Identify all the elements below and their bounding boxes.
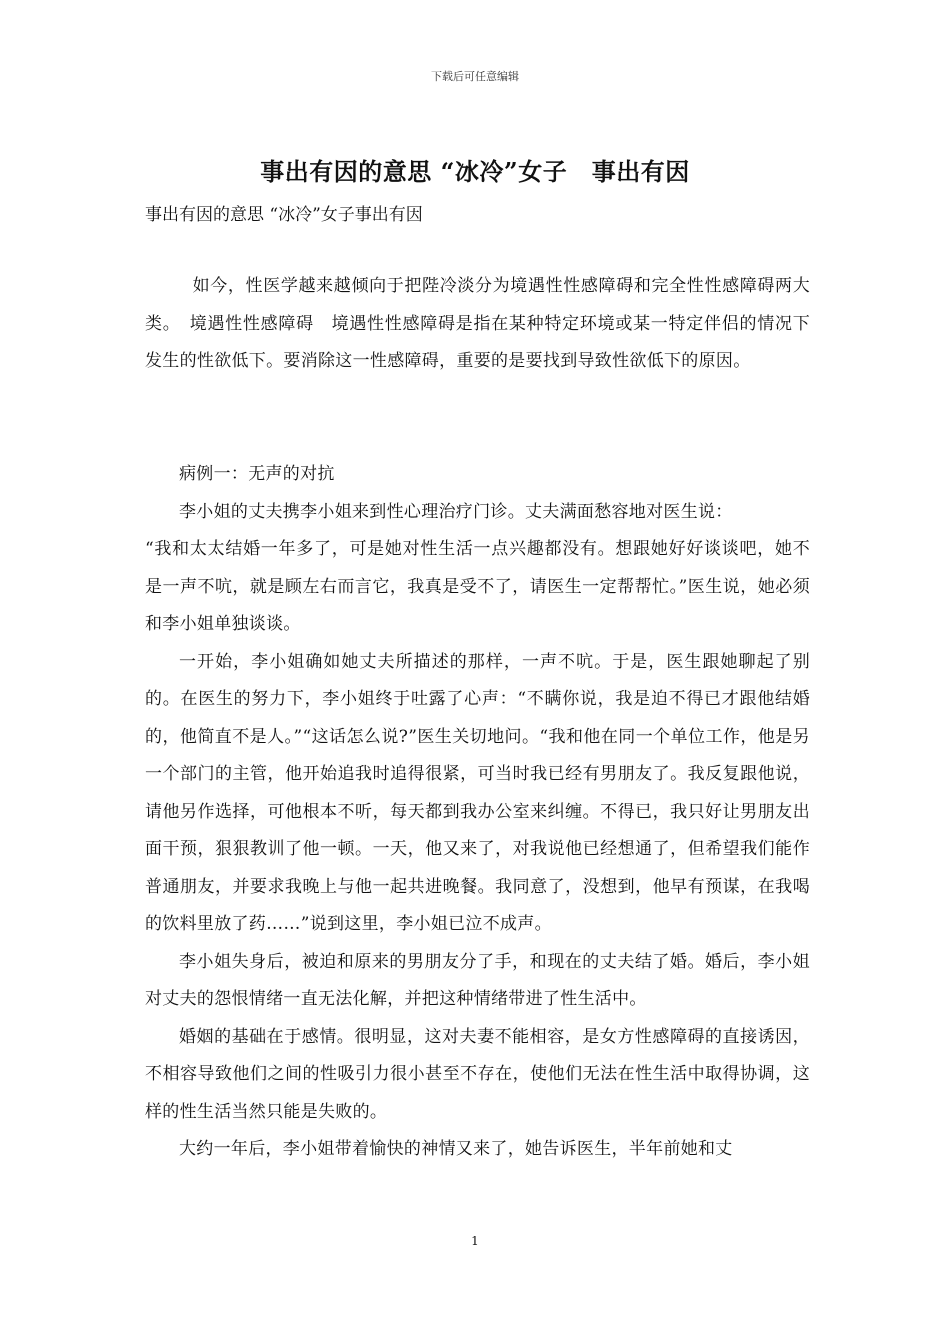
page-number: 1 [471, 1234, 479, 1248]
case-section [145, 456, 810, 1169]
paragraph: 婚姻的基础在于感情。很明显，这对夫妻不能相容，是女方性感障碍的直接诱因，不相容导致他们之间的性吸引力很小甚至不存在，使他们无法在性生活中取得协调，这样的性生活当然只能是失败的。 [145, 1026, 810, 1122]
paragraph: “我和太太结婚一年多了，可是她对性生活一点兴趣都没有。想跟她好好谈谈吧，她不是一声不吭，就是顾左右而言它，我真是受不了，请医生一定帮帮忙。”医生说，她必须和李小姐单独谈谈。 [145, 539, 810, 634]
paragraph: 大约一年后，李小姐带着愉快的神情又来了，她告诉医生，半年前她和丈 [179, 1139, 733, 1159]
document-title: 事出有因的意思 “冰冷”女子 事出有因 [260, 157, 690, 186]
paragraph-intro: 如今，性医学越来越倾向于把陛冷淡分为境遇性性感障碍和完全性性感障碍两大类。 境遇性性感障碍 境遇性性感障碍是指在某种特定环境或某一特定伴侣的情况下发生的性欲低下。要消除这一性感障碍，重要的是要找到导致性欲低下的原因。 [145, 276, 810, 371]
intro-section [145, 268, 810, 381]
paragraph: 李小姐的丈夫携李小姐来到性心理治疗门诊。丈夫满面愁容地对医生说： [179, 501, 733, 522]
document-subtitle: 事出有因的意思 “冰冷”女子事出有因 [145, 205, 423, 225]
paragraph: 李小姐失身后，被迫和原来的男朋友分了手，和现在的丈夫结了婚。婚后，李小姐对丈夫的怨恨情绪一直无法化解，并把这种情绪带进了性生活中。 [145, 951, 810, 1009]
header-note: 下载后可任意编辑 [431, 70, 519, 83]
case-heading: 病例一：无声的对抗 [179, 464, 335, 484]
paragraph: 一开始，李小姐确如她丈夫所描述的那样，一声不吭。于是，医生跟她聊起了别的。在医生的努力下，李小姐终于吐露了心声：“不瞒你说，我是迫不得已才跟他结婚的，他简直不是人。”“这话怎么说?”医生关切地问。“我和他在同一个单位工作，他是另一个部门的主管，他开始追我时追得很紧，可当时我已经有男朋友了。我反复跟他说，请他另作选择，可他根本不听，每天都到我办公室来纠缠。不得已，我只好让男朋友出面干预，狠狠教训了他一顿。一天，他又来了，对我说他已经想通了，但希望我们能作普通朋友，并要求我晚上与他一起共进晚餐。我同意了，没想到，他早有预谋，在我喝的饮料里放了药……”说到这里，李小姐已泣不成声。 [145, 651, 810, 934]
